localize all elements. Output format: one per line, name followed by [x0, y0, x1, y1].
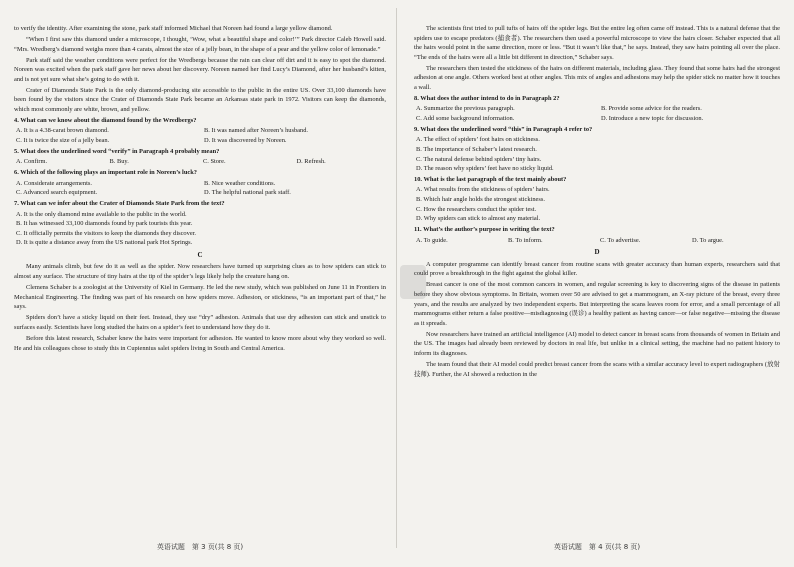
answer-option: C. It officially permits the visitors to keep the diamonds they discover.: [16, 229, 197, 237]
answer-option: A. It is the only diamond mine available to the public in the world.: [16, 210, 187, 218]
paragraph: Park staff said the weather conditions were perfect for the Wredbergs because the rain can clear off dirt and it is easy to spot the diamond. Noreen was excited when the park staff gave her news about her discovery. Noreen named her find Lucy’s Diamond, after her husband’s kitten, and is not yet sure what she’s going to do with it.: [14, 56, 386, 83]
answer-option: B. Which hair angle holds the strongest stickiness.: [416, 196, 545, 204]
question-stem: 7. What can we infer about the Crater of Diamonds State Park from the text?: [14, 200, 225, 208]
answer-option: B. Buy.: [109, 158, 129, 166]
answer-option: D. The reason why spiders’ feet have no sticky liquid.: [416, 165, 554, 173]
answer-option: B. Provide some advice for the readers.: [601, 105, 702, 113]
answer-option: D. It was discovered by Noreen.: [204, 136, 287, 144]
answer-options: [414, 135, 780, 173]
paragraph: Now researchers have trained an artificial intelligence (AI) model to detect cancer in breast scans from thousands of women in Britain and the US. The images had already been reviewed by doctors in real life, but unlike in a clinical setting, the machine had no patient history to inform its diagnoses.: [414, 330, 780, 357]
answer-options: [14, 210, 386, 248]
answer-option: A. The effect of spiders’ foot hairs on stickiness.: [416, 136, 540, 144]
page-4: [414, 24, 780, 540]
question-stem: 4. What can we know about the diamond found by the Wredbergs?: [14, 117, 197, 125]
paragraph: Many animals climb, but few do it as well as the spider. Now researchers have turned up surprising clues as to how spiders can stick to almost any surface. The structure of tiny hairs at the tip of the spider’s legs likely help the creature hang on.: [14, 263, 386, 281]
answer-option: C. The natural defense behind spiders’ tiny hairs.: [416, 155, 542, 163]
answer-options: [414, 185, 780, 223]
question-group: [414, 94, 780, 245]
answer-option: C. How the researchers conduct the spider test.: [416, 205, 537, 213]
paragraph: to verify the identity. After examining the stone, park staff informed Michael that Noreen had found a large yellow diamond.: [14, 25, 333, 32]
question-stem: 8. What does the author intend to do in Paragraph 2?: [414, 95, 560, 103]
answer-option: D. Why spiders can stick to almost any material.: [416, 215, 541, 223]
answer-option: A. Confirm.: [16, 158, 48, 166]
answer-option: B. It was named after Noreen’s husband.: [204, 127, 308, 135]
answer-options: [414, 236, 780, 246]
answer-option: A. Summarize the previous paragraph.: [416, 105, 515, 113]
answer-option: A. Considerate arrangements.: [16, 179, 92, 187]
paragraph: The team found that their AI model could predict breast cancer from the scans with a similar accuracy level to expert radiographers (放射技师). Further, the AI showed a reduction in the: [414, 360, 780, 378]
paragraph: Before this latest research, Schaber knew the hairs were important for adhesion. He wanted to know more about why they worked so well. He and his colleagues chose to study this in Cupiennius salei spiders living in South and Central America.: [14, 334, 386, 352]
answer-option: A. It is a 4.38-carat brown diamond.: [16, 127, 109, 135]
answer-option: C. Advanced search equipment.: [16, 189, 98, 197]
paragraph: Clemens Schaber is a zoologist at the University of Kiel in Germany. He led the new study, which was published on June 11 in Frontiers in Mechanical Engineering. The finding was part of his research on how spiders move. Adhesion, or stickiness, “is an important part of that,” he says.: [14, 284, 386, 311]
answer-options: [14, 126, 386, 145]
paragraph: A computer programme can identify breast cancer from routine scans with greater accuracy than human experts, researchers said that could prove a breakthrough in the fight against the global killer.: [414, 260, 780, 278]
answer-option: B. Nice weather conditions.: [204, 179, 276, 187]
answer-option: C. Add some background information.: [416, 114, 515, 122]
answer-options: [14, 179, 386, 198]
section-heading: C: [197, 250, 203, 259]
paragraph: “When I first saw this diamond under a microscope, I thought, ‘Wow, what a beautiful shape and color!’” Park director Caleb Howell said. “Mrs. Wredberg’s diamond weighs more than 4 carats, almost the size of a jelly bean, in the shape of a pear and the yellow color of lemonade.”: [14, 36, 386, 53]
question-stem: 10. What is the last paragraph of the text mainly about?: [414, 176, 567, 184]
question-stem: 6. Which of the following plays an important role in Noreen’s luck?: [14, 169, 197, 177]
question-stem: 9. What does the underlined word “this” in Paragraph 4 refer to?: [414, 126, 593, 134]
answer-options: [14, 157, 386, 167]
section-heading: D: [594, 248, 600, 257]
answer-option: A. To guide.: [416, 236, 448, 244]
answer-option: D. It is quite a distance away from the US national park Hot Springs.: [16, 239, 193, 247]
page-3: [14, 24, 386, 540]
page-footer: 英语试题 第 3 页(共 8 页): [156, 543, 244, 551]
page-gutter: [396, 8, 397, 548]
paragraph: Crater of Diamonds State Park is the only diamond-producing site accessible to the public in the entire US. Over 33,100 diamonds have been found by the visitors since the Crater of Diamonds State Park became an Arkansas state park in 1972. Visitors can keep the diamonds, which most commonly are white, brown, and yellow.: [14, 86, 386, 114]
question-stem: 5. What does the underlined word “verify” in Paragraph 4 probably mean?: [14, 148, 220, 156]
paragraph: The researchers then tested the stickiness of the hairs on different materials, including glass. They found that some hairs had the strongest adhesion at one angle. Others worked best at other angles. This mix of angles and adhesions may help the spider stick no matter how it touches a wall.: [414, 64, 780, 92]
answer-option: D. To argue.: [692, 236, 724, 244]
paragraph: The scientists first tried to pull tufts of hairs off the spider legs. But the entire leg often came off instead. This is a natural defense that the spiders use to escape predators (捕食者). The researchers then used a powerful microscope to view the hairs closer. Schaber expected that all the hairs would point in the same direction, more or less. “But it wasn’t like that,” he says. Instead, they saw hairs pointing all over the place. “The ends of the hairs were all a little bit different in direction,” Schaber says.: [414, 25, 780, 61]
answer-option: B. To inform.: [508, 236, 543, 244]
paragraph: Spiders don’t have a sticky liquid on their feet. Instead, they use “dry” adhesion. Animals that use dry adhesion can stick and unstick to surfaces easily. Scientists have long studied the hairs on a spider’s feet to understand how they do it.: [14, 314, 386, 331]
answer-option: C. To advertise.: [600, 236, 641, 244]
answer-options: [414, 104, 780, 123]
answer-option: A. What results from the stickiness of spiders’ hairs.: [416, 186, 550, 194]
answer-option: C. It is twice the size of a jelly bean.: [16, 136, 110, 144]
page-footer: 英语试题 第 4 页(共 8 页): [553, 543, 641, 551]
answer-option: D. The helpful national park staff.: [204, 189, 291, 197]
paragraph: Breast cancer is one of the most common cancers in women, and regular screening is key to discovering signs of the disease in patients before they show obvious symptoms. In Britain, women over 50 are advised to get a mammogram, an X-ray picture of the breast, every three years, and the results are analyzed by two independent experts. But interpreting the scans leaves room for error, and a small percentage of all mammograms either return a false positive—misdiagnosing (误诊) a healthy patient as having cancer—or false negative—missing the disease as it spreads.: [414, 281, 780, 327]
question-stem: 11. What’s the author’s purpose in writing the text?: [414, 226, 555, 234]
answer-option: D. Introduce a new topic for discussion.: [601, 114, 704, 122]
question-group: [14, 116, 386, 248]
answer-option: D. Refresh.: [296, 158, 326, 166]
answer-option: B. It has witnessed 33,100 diamonds found by park tourists this year.: [16, 220, 193, 228]
answer-option: B. The importance of Schaber’s latest research.: [416, 145, 537, 153]
answer-option: C. Store.: [203, 158, 226, 166]
